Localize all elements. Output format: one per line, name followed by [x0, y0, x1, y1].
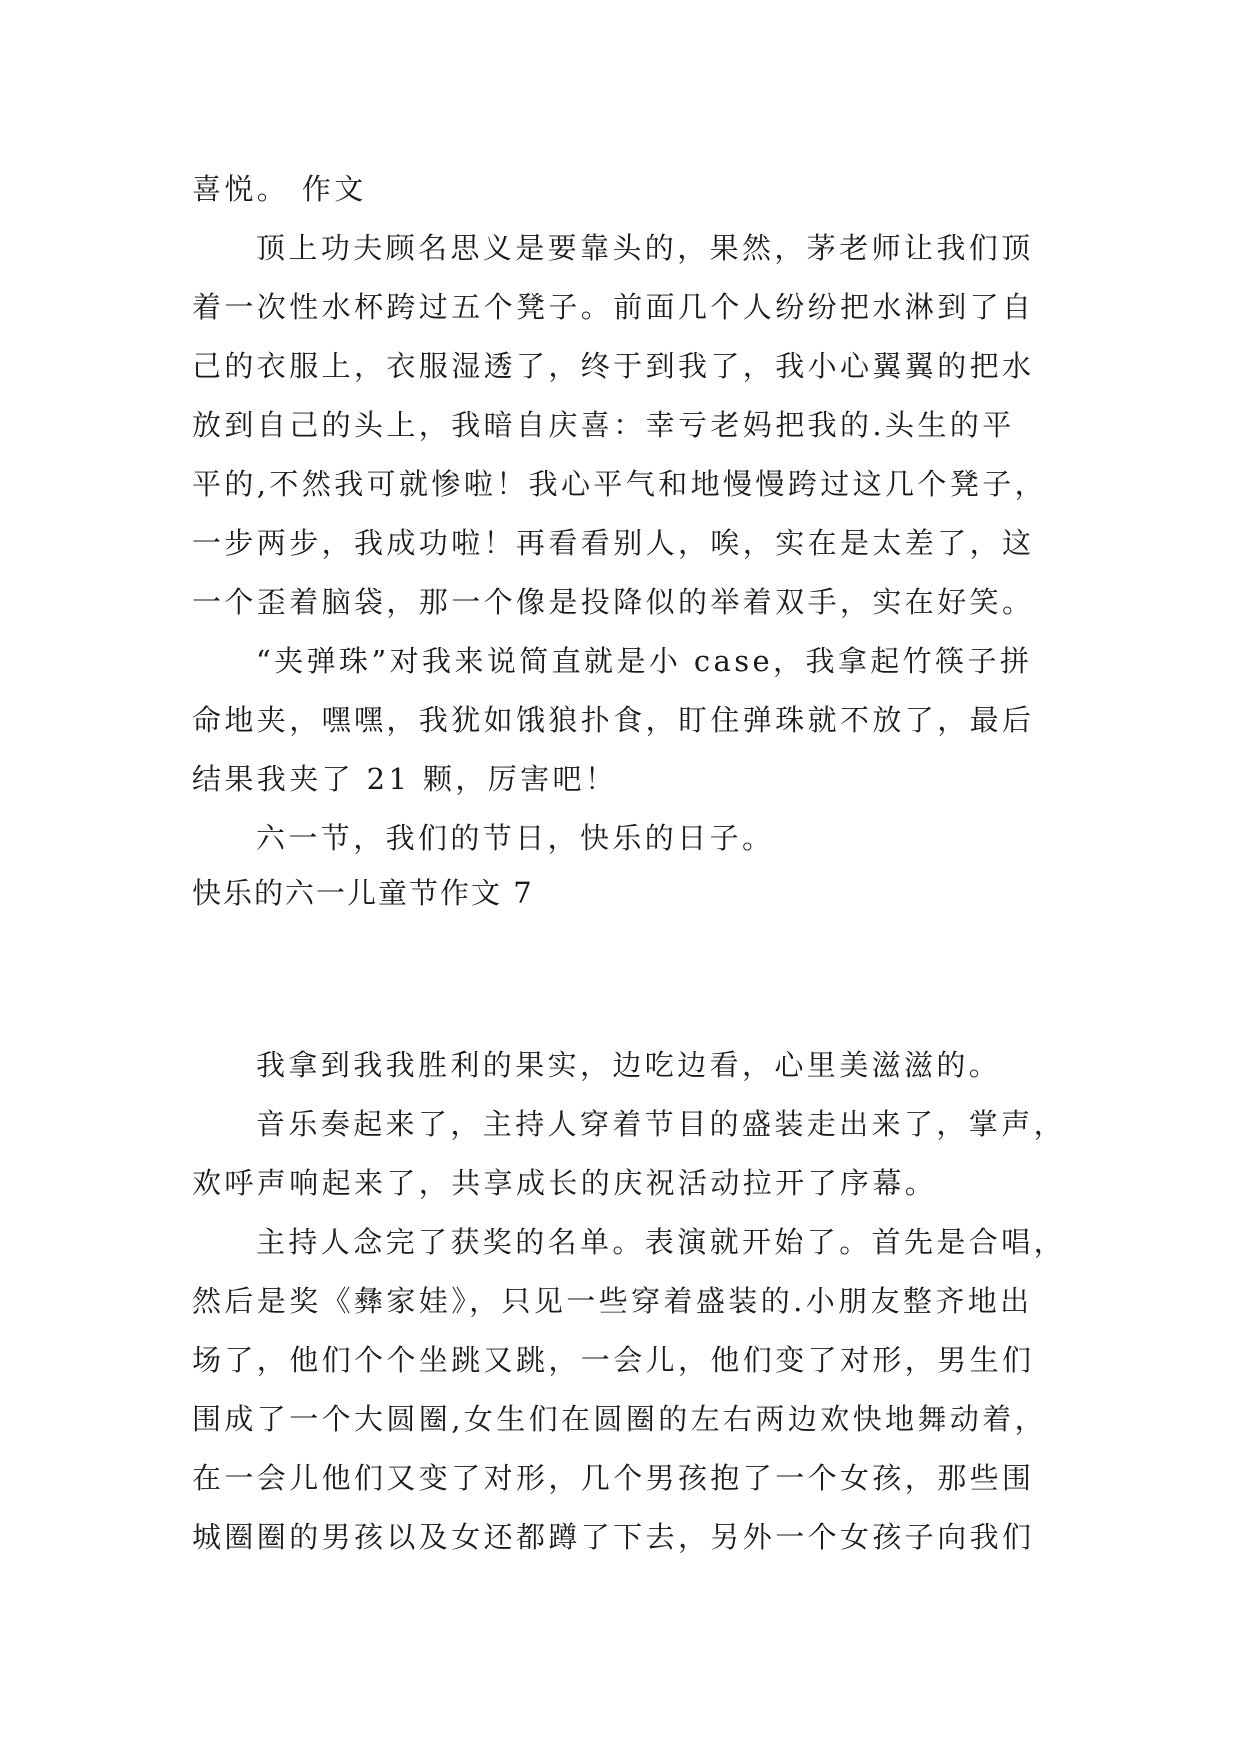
section-title: 快乐的六一儿童节作文 7: [192, 876, 534, 910]
text-line: 一个歪着脑袋，那一个像是投降似的举着双手，实在好笑。: [192, 585, 1035, 619]
paragraph-music: [192, 1095, 1072, 1213]
text-line: 着一次性水杯跨过五个凳子。前面几个人纷纷把水淋到了自: [192, 290, 1035, 324]
text-line: 命地夹，嘿嘿，我犹如饿狼扑食，盯住弹珠就不放了，最后: [192, 703, 1035, 737]
paragraph-childrens-day: [192, 809, 1072, 868]
document-body: [192, 160, 1072, 1567]
paragraph-head-balance: [192, 219, 1072, 632]
text-line: 放到自己的头上，我暗自庆喜：幸亏老妈把我的.头生的平: [192, 408, 1015, 442]
paragraph-performance: [192, 1213, 1072, 1567]
text-line: 一步两步，我成功啦！再看看别人，唉，实在是太差了，这: [192, 526, 1035, 560]
text-line: 欢呼声响起来了，共享成长的庆祝活动拉开了序幕。: [192, 1166, 938, 1200]
text-line: 结果我夹了 21 颗，厉害吧！: [192, 762, 618, 796]
text-line: 喜悦。 作文: [192, 172, 367, 206]
text-line: 在一会儿他们又变了对形，几个男孩抱了一个女孩，那些围: [192, 1461, 1035, 1495]
text-line: “夹弹珠”对我来说简直就是小 case，我拿起竹筷子拼: [256, 644, 1033, 678]
paragraph-closing-fragment: [192, 160, 1072, 219]
text-line: 然后是奖《彝家娃》，只见一些穿着盛装的.小朋友整齐地出: [192, 1284, 1033, 1318]
text-line: 己的衣服上，衣服湿透了，终于到我了，我小心翼翼的把水: [192, 349, 1035, 383]
text-line: 音乐奏起来了，主持人穿着节目的盛装走出来了，掌声，: [256, 1107, 1067, 1141]
text-line: 场了，他们个个坐跳又跳，一会儿，他们变了对形，男生们: [192, 1343, 1035, 1377]
text-line: 六一节，我们的节日，快乐的日子。: [256, 821, 775, 855]
text-line: 顶上功夫顾名思义是要靠头的，果然，茅老师让我们顶: [256, 231, 1034, 265]
text-line: 城圈圈的男孩以及女还都蹲了下去，另外一个女孩子向我们: [192, 1520, 1035, 1554]
text-line: 围成了一个大圆圈,女生们在圆圈的左右两边欢快地舞动着，: [192, 1402, 1048, 1436]
paragraph-fruit: [192, 1036, 1072, 1095]
text-line: 主持人念完了获奖的名单。表演就开始了。首先是合唱，: [256, 1225, 1067, 1259]
text-line: 我拿到我我胜利的果实，边吃边看，心里美滋滋的。: [256, 1048, 1002, 1082]
section-spacer: [192, 918, 1072, 1036]
text-line: 平的,不然我可就惨啦！我心平气和地慢慢跨过这几个凳子，: [192, 467, 1048, 501]
paragraph-marble-pinching: [192, 632, 1072, 809]
